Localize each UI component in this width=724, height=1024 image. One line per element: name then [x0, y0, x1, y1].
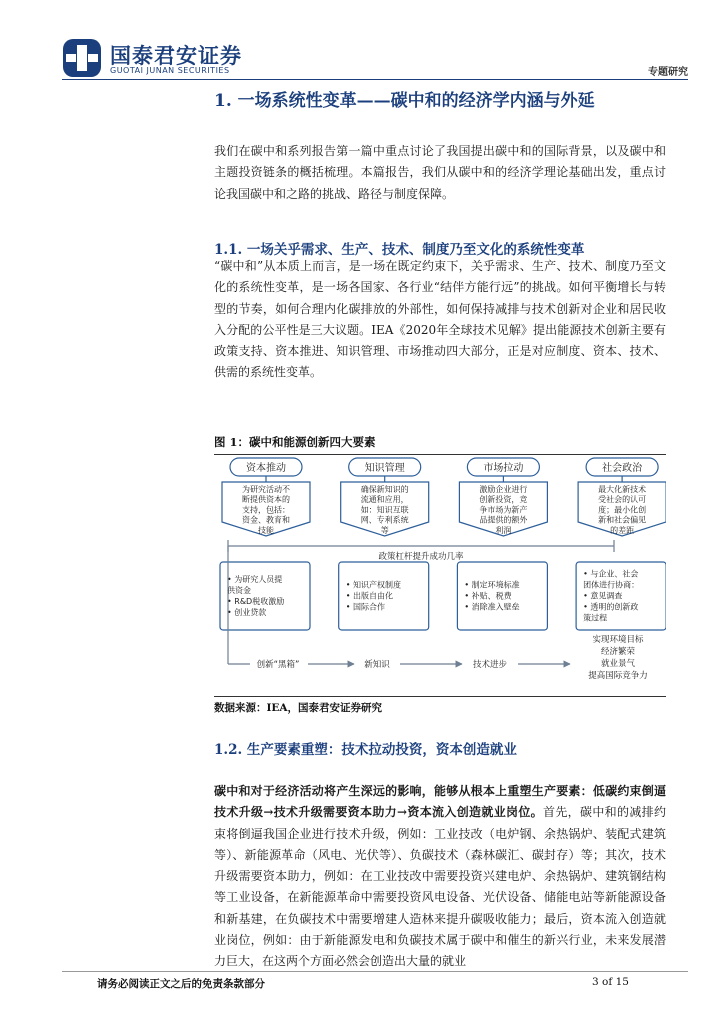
description-line: 确保新知识的	[360, 485, 409, 494]
flow-label-new-knowledge: 新知识	[364, 660, 390, 670]
column-header-label: 资本推动	[246, 463, 286, 474]
outcome-label: 提高国际竞争力	[588, 671, 648, 681]
disclaimer: 请务必阅读正文之后的免责条款部分	[97, 978, 265, 990]
description-line: 新和社会偏见	[598, 515, 647, 525]
page-number: 3 of 15	[592, 976, 629, 988]
report-type-label: 专题研究	[648, 67, 688, 78]
subsection-heading: 1.2. 生产要素重塑：技术拉动投资，资本创造就业	[214, 742, 517, 758]
policy-bracket	[228, 540, 614, 552]
outcome-label: 就业景气	[600, 659, 636, 669]
description-line: 争市场为新产	[479, 505, 528, 515]
policy-lever-line: • 消除准入壁垒	[464, 602, 520, 612]
policy-lever-line: 策过程	[583, 613, 608, 623]
description-line: 度；最小化创	[598, 505, 647, 515]
policy-lever-line: 团体进行协商：	[583, 580, 640, 590]
policy-lever-line: • 与企业、社会	[583, 569, 639, 579]
policy-levers-label: 政策杠杆提升成功几率	[378, 552, 464, 562]
header-divider	[62, 79, 688, 80]
footer-divider	[62, 971, 688, 972]
outcome-label: 经济繁荣	[600, 647, 636, 657]
key-statement: 碳中和对于经济活动将产生深远的影响，能够从根本上重塑生产要素：低碳约束倒逼技术升级→技术升级需要资本助力→资本流入创造就业岗位。	[214, 784, 666, 820]
company-logo-icon	[62, 38, 102, 78]
figure-top-rule	[214, 454, 666, 455]
brand-name-english: GUOTAI JUNAN SECURITIES	[110, 66, 230, 75]
description-line: 受社会的认可	[598, 495, 647, 505]
policy-lever-line: • 意见调查	[583, 591, 623, 601]
figure-diagram	[214, 456, 666, 696]
description-line: 的差距	[610, 525, 635, 535]
policy-lever-line: • R&D税收激励	[227, 597, 285, 606]
policy-lever-line: • 透明的创新政	[583, 602, 639, 612]
subsection-heading: 1.1. 一场关乎需求、生产、技术、制度乃至文化的系统性变革	[214, 242, 585, 258]
policy-lever-line: • 知识产权制度	[345, 580, 401, 590]
figure-title: 图 1：碳中和能源创新四大要素	[214, 435, 376, 449]
description-line: 流通和应用，	[360, 495, 409, 505]
intro-paragraph: 我们在碳中和系列报告第一篇中重点讨论了我国提出碳中和的国际背景，以及碳中和主题投资链条的概括梳理。本篇报告，我们从碳中和的经济学理论基础出发，重点讨论我国碳中和之路的挑战、路径与制度保障。	[214, 144, 666, 201]
description-line: 品提供的额外	[479, 515, 528, 525]
outcome-label: 实现环境目标	[592, 635, 644, 645]
column-header-label: 知识管理	[364, 463, 405, 474]
flow-label-tech-progress: 技术进步	[472, 660, 508, 670]
description-line: 利润	[495, 525, 512, 535]
policy-lever-line: • 创业贷款	[227, 608, 267, 617]
flow-label-black-box: 创新“黑箱”	[256, 660, 300, 670]
description-line: 最大化新技术	[598, 485, 647, 494]
figure-bottom-rule	[214, 696, 666, 697]
description-line: 为研究活动不	[242, 485, 290, 494]
policy-lever-line: 供资金	[227, 586, 251, 595]
body-paragraph: “碳中和”从本质上而言，是一场在既定约束下，关乎需求、生产、技术、制度乃至文化的系统性变革，是一场各国家、各行业“结伴方能行远”的挑战。如何平衡增长与转型的节奏，如何合理内化碳排放的外部性，如何保持减排与技术创新对企业和居民收入分配的公平性是三大议题。IEA《2020年全球技术见解》提出能源技术创新主要有政策支持、资本推进、知识管理、市场推动四大部分，正是对应制度、资本、技术、供需的系统性变革。	[214, 259, 666, 380]
description-line: 资金、教育和	[242, 515, 290, 525]
column-header-label: 市场拉动	[483, 463, 524, 474]
section-heading: 1. 一场系统性变革——碳中和的经济学内涵与外延	[214, 91, 595, 111]
description-line: 技能	[258, 525, 274, 535]
description-line: 激励企业进行	[479, 485, 528, 494]
description-line: 创新投资，竞	[479, 495, 528, 505]
description-line: 网、专利系统	[360, 515, 409, 525]
brand-name: 国泰君安证券	[110, 44, 242, 68]
policy-lever-line: • 补贴、税费	[464, 591, 512, 601]
description-line: 断提供资本的	[242, 495, 290, 505]
description-line: 支持，包括：	[242, 505, 290, 515]
policy-lever-box	[220, 562, 310, 630]
description-line: 如：知识互联	[360, 505, 409, 515]
policy-lever-line: • 国际合作	[345, 602, 385, 612]
column-header-label: 社会政治	[602, 463, 643, 474]
policy-lever-line: • 为研究人员提	[227, 575, 283, 584]
policy-lever-line: • 出版自由化	[345, 591, 393, 601]
body-paragraph	[214, 781, 666, 973]
body-text: 首先，碳中和的减排约束将倒逼我国企业进行技术升级，例如：工业技改（电炉钢、余热锅炉、装配式建筑等）、新能源革命（风电、光伏等）、负碳技术（森林碳汇、碳封存）等；其次，技术升级需要资本助力，例如：在工业技改中需要投资兴建电炉、余热锅炉、建筑钢结构等工业设备，在新能源革命中需要投资风电设备、光伏设备、储能电站等新能源设备和新基建，在负碳技术中需要增建人造林来提升碳吸收能力；最后，资本流入创造就业岗位，例如：由于新能源发电和负碳技术属于碳中和催生的新兴行业，未来发展潜力巨大，在这两个方面必然会创造出大量的就业	[214, 805, 666, 969]
figure-source: 数据来源：IEA，国泰君安证券研究	[214, 702, 383, 714]
description-line: 等	[380, 525, 389, 535]
policy-lever-line: • 制定环境标准	[464, 580, 520, 590]
